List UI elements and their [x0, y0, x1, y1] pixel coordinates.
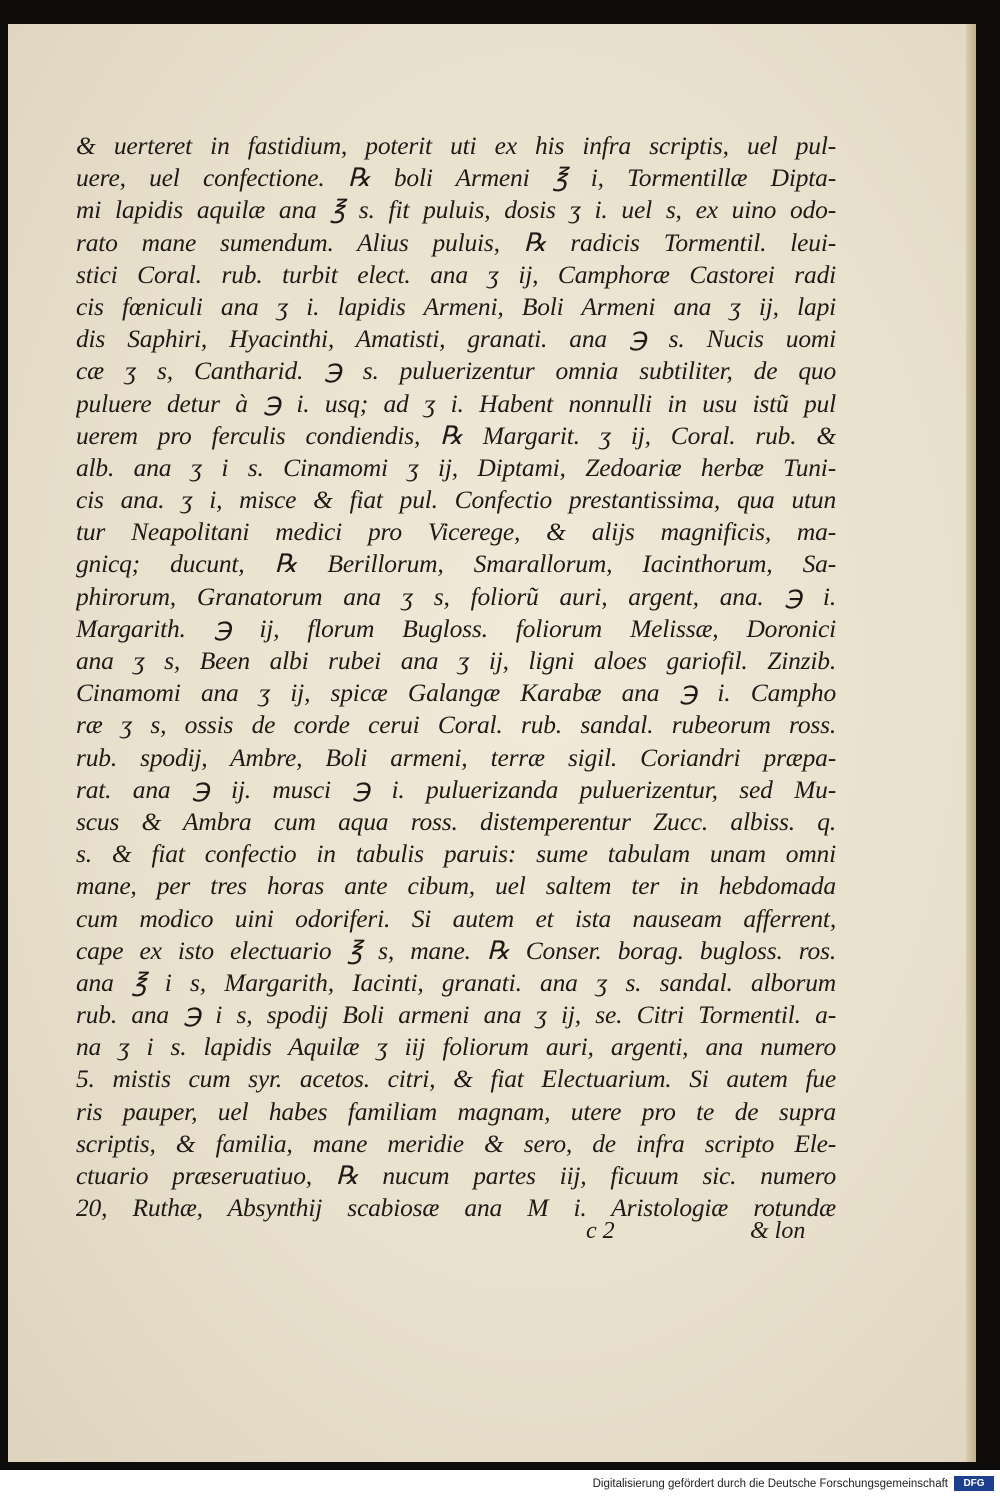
page-footer [76, 1218, 836, 1254]
text-line: cæ ʒ s, Cantharid. ℈ s. puluerizentur omnia subtiliter, de quo [76, 356, 836, 386]
text-line: phirorum, Granatorum ana ʒ s, foliorũ auri, argent, ana. ℈ i. [76, 581, 836, 611]
text-line: tur Neapolitani medici pro Vicerege, & alijs magnificis, ma- [76, 517, 836, 547]
text-line: scriptis, & familia, mane meridie & sero, de infra scripto Ele- [76, 1128, 836, 1158]
text-line: s. & fiat confectio in tabulis paruis: sume tabulam unam omni [76, 839, 836, 869]
catchword: & lon [750, 1218, 806, 1244]
text-line: scus & Ambra cum aqua ross. distemperentur Zucc. albiss. q. [76, 806, 836, 836]
text-line: ana ʒ s, Been albi rubei ana ʒ ij, ligni aloes gariofil. Zinzib. [76, 646, 836, 675]
page-edge [966, 24, 976, 1462]
funding-notice: Digitalisierung gefördert durch die Deutsche Forschungsgemeinschaft [592, 1478, 948, 1490]
text-line: Margarith. ℈ ij, florum Bugloss. foliorum Melissæ, Doronici [76, 613, 836, 643]
text-line: mi lapidis aquilæ ana ℥ s. fit puluis, dosis ʒ i. uel s, ex uino odo- [76, 195, 836, 225]
text-line: rub. ana ℈ i s, spodij Boli armeni ana ʒ ij, se. Citri Tormentil. a- [76, 1000, 836, 1030]
text-line: rub. spodij, Ambre, Boli armeni, terræ sigil. Coriandri præpa- [76, 742, 836, 772]
text-line: ctuario præseruatiuo, ℞ nucum partes iij, ficuum sic. numero [76, 1161, 836, 1190]
text-line: mane, per tres horas ante cibum, uel saltem ter in hebdomada [76, 871, 836, 901]
text-line: Cinamomi ana ʒ ij, spicæ Galangæ Karabæ ana ℈ i. Campho [76, 678, 836, 708]
text-line: cape ex isto electuario ℥ s, mane. ℞ Conser. borag. bugloss. ros. [76, 935, 836, 965]
funding-bar [0, 1470, 1000, 1498]
text-line: uerem pro ferculis condiendis, ℞ Margarit. ʒ ij, Coral. rub. & [76, 420, 836, 450]
text-line: ræ ʒ s, ossis de corde cerui Coral. rub. sandal. rubeorum ross. [76, 710, 836, 740]
text-line: na ʒ i s. lapidis Aquilæ ʒ iij foliorum auri, argenti, ana numero [76, 1032, 836, 1062]
signature-mark: c 2 [586, 1218, 615, 1244]
text-line: puluere detur à ℈ i. usq; ad ʒ i. Habent nonnulli in usu istũ pul [76, 388, 836, 418]
text-line: alb. ana ʒ i s. Cinamomi ʒ ij, Diptami, Zedoariæ herbæ Tuni- [76, 452, 836, 482]
text-line: cis ana. ʒ i, misce & fiat pul. Confectio prestantissima, qua utun [76, 485, 836, 515]
text-line: rat. ana ℈ ij. musci ℈ i. puluerizanda puluerizentur, sed Mu- [76, 774, 836, 804]
text-line: ris pauper, uel habes familiam magnam, utere pro te de supra [76, 1096, 836, 1126]
main-text-block [76, 130, 836, 1224]
text-line: 5. mistis cum syr. acetos. citri, & fiat Electuarium. Si autem fue [76, 1064, 836, 1094]
text-line: rato mane sumendum. Alius puluis, ℞ radicis Tormentil. leui- [76, 227, 836, 257]
text-line: 20, Ruthæ, Absynthij scabiosæ ana M i. Aristologiæ rotundæ [76, 1193, 836, 1223]
dfg-logo: DFG [954, 1476, 994, 1491]
text-line: cis fœniculi ana ʒ i. lapidis Armeni, Boli Armeni ana ʒ ij, lapi [76, 291, 836, 321]
text-line: & uerteret in fastidium, poterit uti ex his infra scriptis, uel pul- [76, 131, 836, 160]
text-line: cum modico uini odoriferi. Si autem et ista nauseam afferrent, [76, 903, 836, 933]
text-line: ana ℥ i s, Margarith, Iacinti, granati. ana ʒ s. sandal. alborum [76, 967, 836, 997]
text-line: gnicq; ducunt, ℞ Berillorum, Smarallorum, Iacinthorum, Sa- [76, 549, 836, 579]
text-line: stici Coral. rub. turbit elect. ana ʒ ij, Camphoræ Castorei radi [76, 259, 836, 289]
text-line: dis Saphiri, Hyacinthi, Amatisti, granati. ana ℈ s. Nucis uomi [76, 324, 836, 354]
text-line: uere, uel confectione. ℞ boli Armeni ℥ i, Tormentillæ Dipta- [76, 163, 836, 193]
